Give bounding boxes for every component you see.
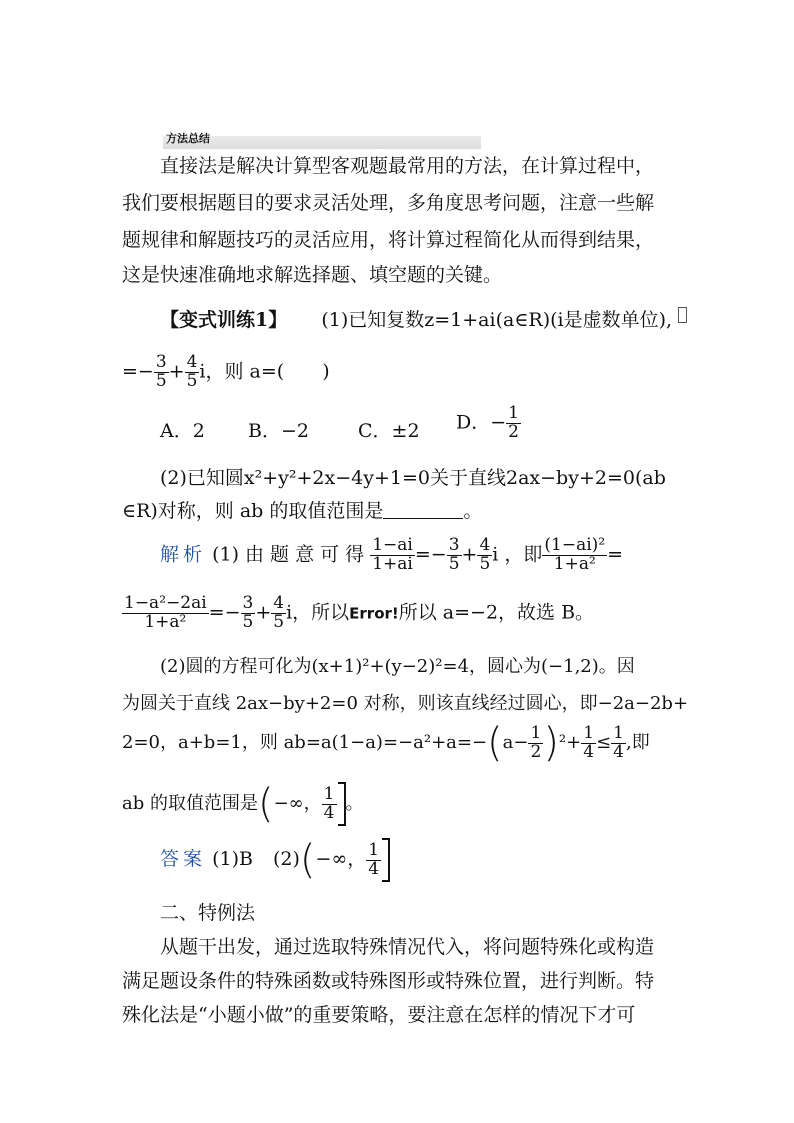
s2-fraction-1 [122, 595, 209, 632]
solution-part2-line-2: 为圆关于直线 2ax−by+2=0 对称，则该直线经过圆心，即−2a−2b+ [122, 693, 689, 714]
error-text: Error! [349, 604, 399, 623]
option-d-fraction [506, 405, 521, 442]
option-b: B．−2 [248, 420, 309, 442]
s2-f2-num: 3 [242, 593, 254, 613]
s1-f4-num: (1−ai)² [544, 535, 606, 555]
question-2-line-2 [122, 494, 482, 528]
s1-eq2: = [607, 543, 624, 566]
s2-plus: + [255, 601, 272, 624]
left-paren-icon: ( [299, 837, 316, 883]
option-c: C．±2 [358, 420, 420, 442]
s2-fraction-2 [241, 595, 256, 632]
q1-eq-prefix: =− [122, 360, 154, 383]
s1-f2-den: 5 [448, 553, 460, 574]
s2-f1-num: 1−a²−2ai [124, 593, 207, 613]
s2-fraction-3 [271, 595, 286, 632]
p2-fraction-2 [581, 722, 596, 762]
option-a: A．2 [160, 420, 205, 442]
question-1-stem: (1)已知复数z=1+ai(a∈R)(i是虚数单位), [321, 309, 673, 331]
exercise-line-1 [160, 303, 687, 337]
p2-l3-d: ,即 [625, 732, 650, 753]
p2-l4-a: ab 的取值范围是 [122, 793, 258, 814]
p2-l4-end: 。 [345, 793, 364, 814]
s1-fraction-4 [542, 537, 607, 574]
answer-num: 1 [368, 839, 380, 860]
s1-intro: (1) 由 题 意 可 得 [212, 543, 365, 566]
p2-f3-den: 4 [613, 741, 624, 762]
s1-plus: + [461, 543, 478, 566]
q1-f2-num: 4 [186, 352, 198, 372]
section-2-heading: 二、特例法 [160, 902, 256, 924]
p2-l4-num: 1 [323, 783, 335, 804]
section-tag: 方法总结 [166, 132, 210, 145]
answer-fraction [366, 839, 381, 879]
answer-den: 4 [368, 858, 380, 879]
s1-i: i ，即 [492, 543, 543, 566]
q1-fraction-2 [185, 354, 200, 391]
s2-f3-den: 5 [273, 611, 285, 632]
p2-f2-den: 4 [583, 741, 595, 762]
summary-line-2: 我们要根据题目的要求灵活处理，多角度思考问题，注意一些解 [122, 192, 655, 214]
summary-line-1: 直接法是解决计算型客观题最常用的方法，在计算过程中， [160, 155, 655, 177]
left-paren-icon: ( [487, 720, 503, 766]
p2-f2-num: 1 [583, 722, 595, 743]
option-d-num: 1 [508, 403, 519, 423]
s1-f1-den: 1+ai [372, 553, 413, 574]
q1-f2-den: 5 [186, 370, 198, 391]
right-paren-icon: ) [543, 720, 559, 766]
s1-fraction-2 [447, 537, 462, 574]
p2-le: ≤ [596, 732, 612, 753]
p2-f1-num: 1 [530, 722, 542, 743]
q2-line2-suffix: 。 [463, 500, 483, 522]
option-d-prefix: D．− [456, 411, 507, 434]
left-paren-icon: ( [257, 781, 274, 827]
section-2-line-1: 从题干出发，通过选取特殊情况代入，将问题特殊化或构造 [160, 936, 655, 958]
s1-f1-num: 1−ai [372, 535, 413, 555]
p2-l3-c: ²+ [558, 732, 582, 753]
s1-f4-den: 1+a² [542, 555, 607, 574]
right-bracket-icon [338, 782, 346, 826]
s1-fraction-3 [477, 537, 492, 574]
s1-f3-den: 5 [479, 553, 491, 574]
q1-f1-num: 3 [155, 352, 167, 372]
section-2-line-2: 满足题设条件的特殊函数或特殊图形或特殊位置，进行判断。特 [122, 970, 655, 992]
p2-l3-b: a− [502, 732, 529, 753]
summary-line-4: 这是快速准确地求解选择题、填空题的关键。 [122, 264, 503, 286]
p2-l4-den: 4 [323, 802, 335, 823]
s2-f3-num: 4 [273, 593, 285, 613]
solution-part2-line-4 [122, 782, 364, 826]
question-2-line-1: (2)已知圆x²+y²+2x−4y+1=0关于直线2ax−by+2=0(ab [160, 467, 666, 489]
answer-inf: −∞， [315, 848, 367, 870]
q1-f1-den: 5 [155, 370, 167, 391]
s1-eq: =− [414, 543, 447, 566]
p2-f3-num: 1 [613, 722, 624, 743]
p2-fraction-1 [528, 722, 543, 762]
section-2-line-3: 殊化法是“小题小做”的重要策略，要注意在怎样的情况下才可 [122, 1004, 636, 1026]
q1-fraction-1 [154, 354, 169, 391]
s2-i: i，所以 [286, 601, 350, 624]
exercise-title: 【变式训练1】 [160, 309, 288, 331]
solution-part2-line-1: (2)圆的方程可化为(x+1)²+(y−2)²=4，圆心为(−1,2)。因 [160, 656, 635, 677]
option-d [456, 405, 521, 442]
fraction-marker-icon [678, 307, 687, 323]
s2-f2-den: 5 [242, 611, 254, 632]
answer-blank [383, 500, 463, 519]
s1-f2-num: 3 [448, 535, 460, 555]
p2-fraction-3 [611, 722, 626, 762]
option-d-den: 2 [508, 421, 519, 442]
answer-part-2-prefix: (2) [273, 848, 300, 870]
s2-eq: =− [208, 601, 241, 624]
answer-label: 答案 [160, 848, 207, 870]
solution-line-1 [160, 537, 623, 574]
p2-fraction-4 [322, 783, 337, 823]
section-tag-bar [163, 136, 481, 149]
answer-part-1: (1)B [212, 848, 253, 870]
question-1-equation [122, 354, 330, 391]
answer-line [160, 838, 390, 882]
s1-f3-num: 4 [479, 535, 491, 555]
right-bracket-icon [382, 838, 390, 882]
q1-plus: + [168, 360, 185, 383]
summary-line-3: 题规律和解题技巧的灵活应用，将计算过程简化从而得到结果， [122, 229, 655, 251]
q1-tail: i，则 a=( ) [199, 360, 330, 383]
s2-tail: 所以 a=−2，故选 B。 [398, 601, 595, 624]
solution-line-2 [122, 595, 594, 632]
q2-line2-prefix: ∈R)对称，则 ab 的取值范围是 [122, 500, 384, 522]
solution-part2-line-3 [122, 720, 650, 766]
p2-l4-inf: −∞， [273, 793, 322, 814]
p2-f1-den: 2 [530, 741, 542, 762]
solution-label: 解析 [160, 543, 207, 566]
p2-l3-a: 2=0，a+b=1，则 ab=a(1−a)=−a²+a=− [122, 732, 488, 753]
s2-f1-den: 1+a² [122, 613, 209, 632]
s1-fraction-1 [370, 537, 415, 574]
